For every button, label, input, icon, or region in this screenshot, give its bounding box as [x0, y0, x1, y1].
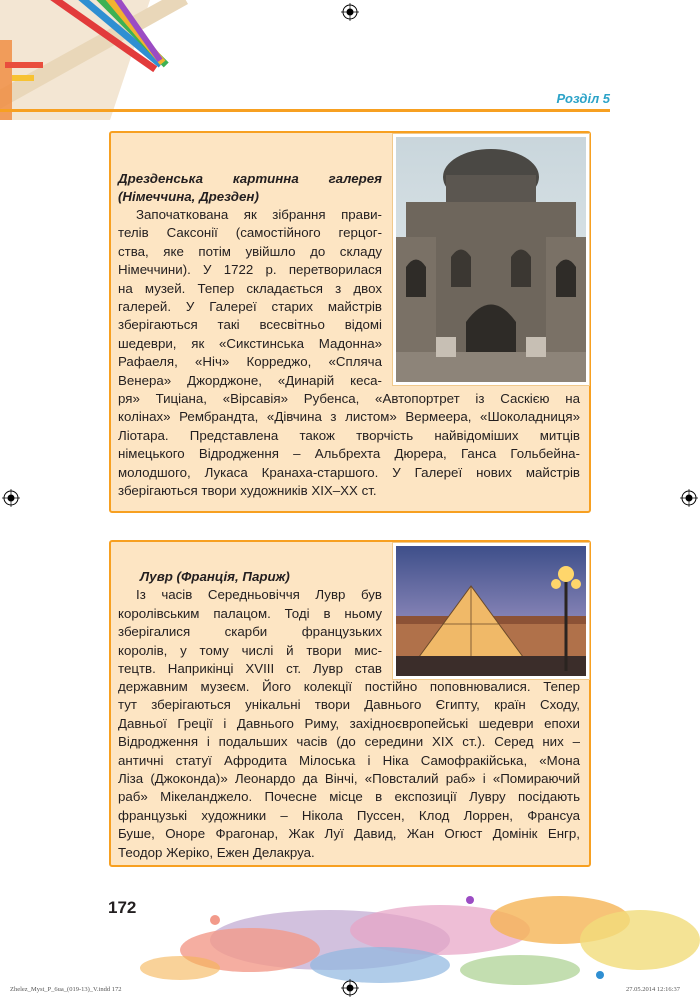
text-line: тецтв. Наприкінці XVIII ст. Лувр став	[118, 661, 382, 677]
text-line: Давньої Греції і Давнього Риму, західноєвропейські шедеври епохи	[118, 715, 580, 731]
text-line: на музей. Тепер складається з двох	[118, 280, 382, 296]
header-rule	[185, 109, 610, 112]
dresden-body-wide	[118, 390, 580, 500]
dresden-title	[118, 170, 382, 207]
registration-mark-icon	[2, 489, 20, 507]
paint-splash-decoration	[0, 880, 700, 990]
text-line: античні статуї Афродита Мілоська і Ніка Самофракійська, «Мона	[118, 752, 580, 768]
dresden-gallery-photo	[392, 133, 590, 386]
text-line: Буше, Оноре Фрагонар, Жак Луї Давид, Жан Огюст Домінік Енгр,	[118, 826, 580, 842]
louvre-pyramid-image	[396, 546, 586, 676]
text-line: тут зберігаються унікальні твори Давнього Єгипту, країн Сходу,	[118, 697, 580, 713]
text-line: галерей. У Галереї старих майстрів	[118, 299, 382, 315]
text-line: Теодор Жеріко, Ежен Делакруа.	[118, 844, 315, 860]
text-line: ря» Тиціана, «Вірсавія» Рубенса, «Автопортрет із Саскією на	[118, 391, 580, 406]
text-line: королів, у тому числі й твори мис-	[118, 642, 382, 658]
registration-mark-icon	[341, 3, 359, 21]
print-footer-date: 27.05.2014 12:16:37	[626, 986, 680, 993]
text-line: Відродження і подальших часів (до середини XIX ст.). Серед них –	[118, 734, 580, 750]
text-line: зберігаються твори художників XIX–XX ст.	[118, 483, 377, 499]
text-line: Із часів Середньовіччя Лувр був	[136, 587, 382, 603]
louvre-body-narrow	[118, 568, 382, 678]
text-line: німецького Відродження – Альбрехта Дюрера, Ганса Гольбейна-	[118, 446, 580, 462]
text-line: телів Саксонії (самостійного герцог-	[118, 225, 382, 241]
dresden-body-narrow	[118, 206, 382, 390]
dresden-title-line: (Німеччина, Дрезден)	[118, 189, 259, 205]
text-line: Ліза (Джоконда)» Леонардо да Вінчі, «Повсталий раб» і «Помираючий	[118, 771, 580, 787]
dresden-title-line: Дрезденська картинна галерея	[118, 171, 382, 186]
text-line: Венера» Джорджоне, «Динарій кеса-	[118, 372, 382, 388]
text-line: французькі художники – Нікола Пуссен, Клод Лоррен, Франсуа	[118, 807, 580, 823]
text-line: зберігаються такі всесвітньо відомі	[118, 317, 382, 333]
text-line: державним музеєм. Його колекції постійно поповнювалися. Тепер	[118, 679, 580, 694]
louvre-photo	[392, 542, 590, 680]
text-line: раб» Мікеланджело. Почесне місце в експозиції Лувру посідають	[118, 789, 580, 805]
text-line: Ліотара. Представлена також творчість найвідоміших митців	[118, 427, 580, 443]
dresden-building-image	[396, 137, 586, 382]
text-line: ства, яке потім увійшло до складу	[118, 243, 382, 259]
registration-mark-icon	[680, 489, 698, 507]
text-line: зберігалися скарби французьких	[118, 624, 382, 640]
section-label: Розділ 5	[556, 91, 610, 106]
text-line: колінах» Рембрандта, «Дівчина з листом» Вермеера, «Шоколадниця»	[118, 409, 580, 425]
pencils-illustration	[0, 0, 190, 120]
print-footer-file: Zhelez_Myst_P_6ua_(019-13)_V.indd 172	[10, 986, 122, 993]
text-line: Німеччини). У 1722 р. перетворилася	[118, 262, 382, 278]
text-line: королівським палацом. Тоді в ньому	[118, 605, 382, 621]
text-line: Започаткована як зібрання прави-	[136, 207, 382, 222]
text-line: Рафаеля, «Ніч» Корреджо, «Спляча	[118, 354, 382, 370]
registration-mark-icon	[341, 979, 359, 997]
text-line: шедеври, як «Сикстинська Мадонна»	[118, 335, 382, 351]
louvre-title: Лувр (Франція, Париж)	[140, 569, 290, 584]
header-rule-left	[0, 109, 185, 112]
text-line: молодшого, Лукаса Кранаха-старшого. У Галереї нових майстрів	[118, 464, 580, 480]
page-number: 172	[108, 898, 137, 917]
louvre-body-wide	[118, 678, 580, 862]
